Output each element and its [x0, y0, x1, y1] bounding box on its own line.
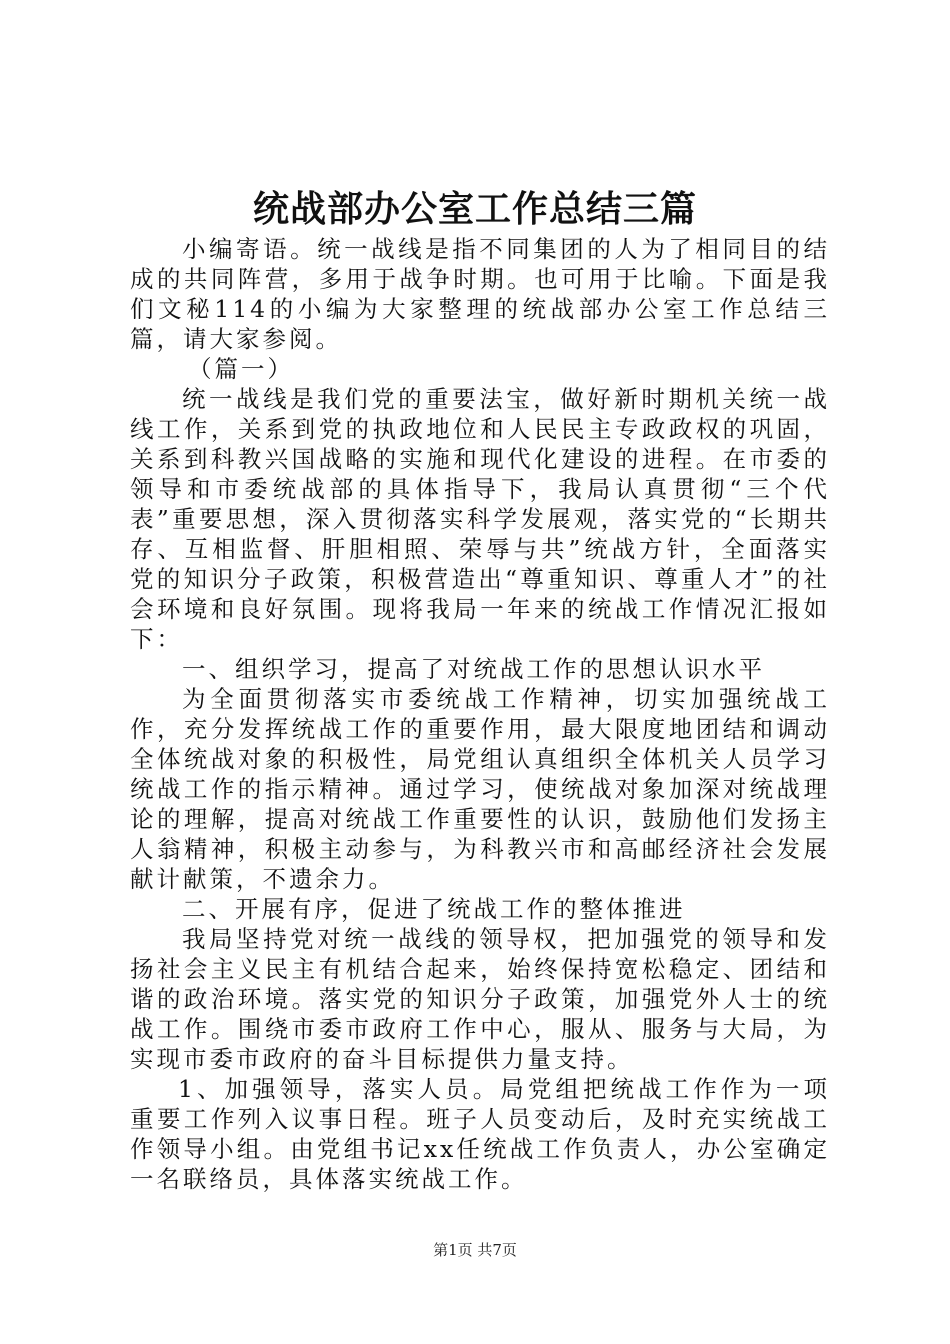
page-footer: 第1页 共7页	[433, 1241, 517, 1259]
paragraph-3: 我局坚持党对统一战线的领导权，把加强党的领导和发扬社会主义民主有机结合起来，始终保持宽松稳定、团结和谐的政治环境。落实党的知识分子政策，加强党外人士的统战工作。围绕市委市政府工作中心，服从、服务与大局，为实现市委市政府的奋斗目标提供力量支持。	[130, 925, 830, 1073]
paragraph-2: 为全面贯彻落实市委统战工作精神，切实加强统战工作，充分发挥统战工作的重要作用，最大限度地团结和调动全体统战对象的积极性，局党组认真组织全体机关人员学习统战工作的指示精神。通过学习，使统战对象加深对统战理论的理解，提高对统战工作重要性的认识，鼓励他们发扬主人翁精神，积极主动参与，为科教兴市和高邮经济社会发展献计献策，不遗余力。	[130, 685, 830, 893]
section-label: （篇一）	[188, 355, 294, 383]
heading-2: 二、开展有序，促进了统战工作的整体推进	[182, 895, 686, 923]
paragraph-4: 1、加强领导，落实人员。局党组把统战工作作为一项重要工作列入议事日程。班子人员变动后，及时充实统战工作领导小组。由党组书记xx任统战工作负责人，办公室确定一名联络员，具体落实统战工作。	[130, 1075, 830, 1193]
paragraph-1: 统一战线是我们党的重要法宝，做好新时期机关统一战线工作，关系到党的执政地位和人民民主专政政权的巩固，关系到科教兴国战略的实施和现代化建设的进程。在市委的领导和市委统战部的具体指导下，我局认真贯彻“三个代表”重要思想，深入贯彻落实科学发展观，落实党的“长期共存、互相监督、肝胆相照、荣辱与共”统战方针，全面落实党的知识分子政策，积极营造出“尊重知识、尊重人才”的社会环境和良好氛围。现将我局一年来的统战工作情况汇报如下：	[130, 385, 830, 653]
heading-1: 一、组织学习，提高了对统战工作的思想认识水平	[182, 655, 765, 683]
intro-paragraph: 小编寄语。统一战线是指不同集团的人为了相同目的结成的共同阵营，多用于战争时期。也可用于比喻。下面是我们文秘114的小编为大家整理的统战部办公室工作总结三篇，请大家参阅。	[130, 235, 830, 353]
document-title: 统战部办公室工作总结三篇	[252, 188, 697, 230]
document-body	[130, 234, 830, 1194]
